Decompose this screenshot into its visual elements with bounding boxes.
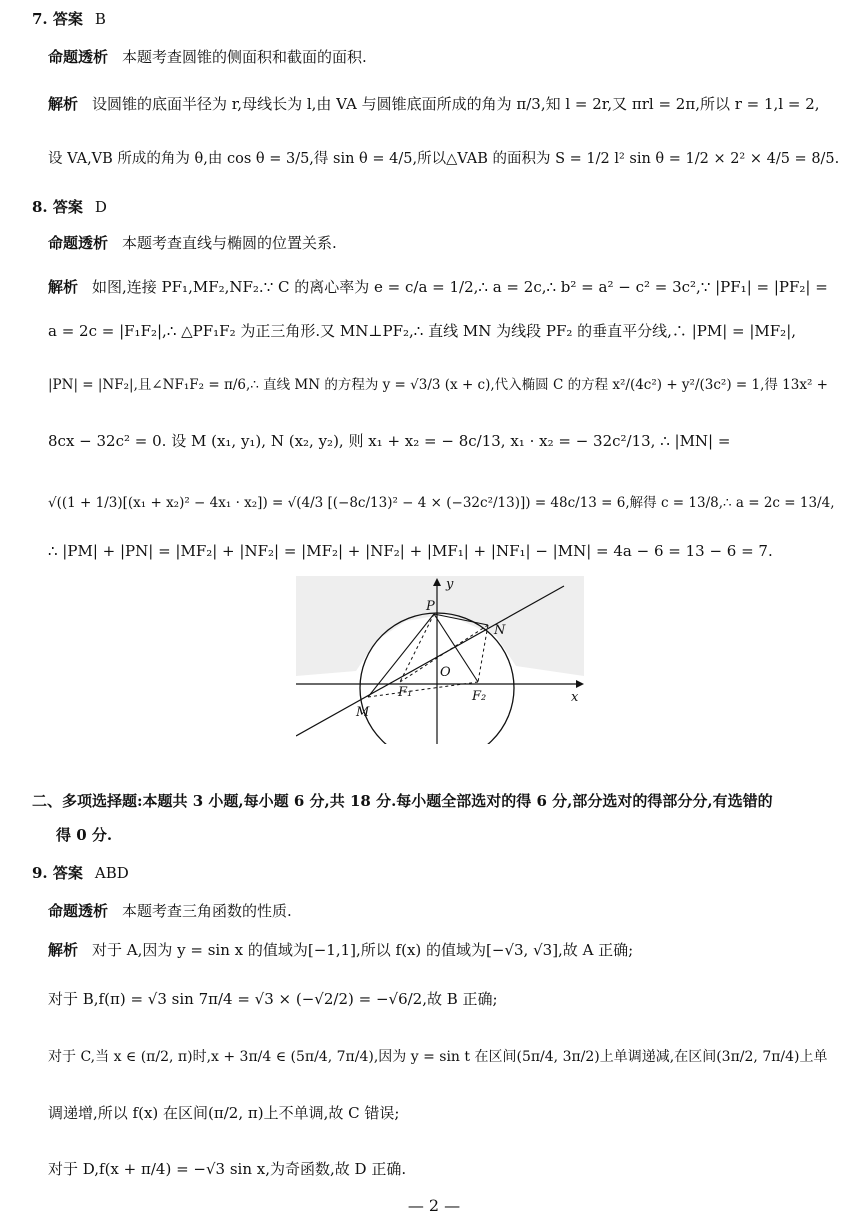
q9-solution-2: 对于 B,f(π) = √3 sin 7π/4 = √3 × (−√2/2) = −√6/2,故 B 正确;	[48, 990, 498, 1008]
label-y: y	[446, 577, 454, 592]
intent-text: 本题考查三角函数的性质.	[122, 902, 292, 920]
answer-value: D	[94, 198, 107, 216]
q7-intent	[48, 46, 840, 68]
q9-solution-3: 对于 C,当 x ∈ (π/2, π)时,x + 3π/4 ∈ (5π/4, 7π/4),因为 y = sin t 在区间(5π/4, 3π/2)上单调递减,在区间(3π/2, 7π/4)上单	[48, 1049, 828, 1065]
intent-label: 命题透析	[48, 234, 109, 252]
solution-label: 解析	[48, 278, 79, 296]
q7-solution-2: 设 VA,VB 所成的角为 θ,由 cos θ = 3/5,得 sin θ = 4/5,所以△VAB 的面积为 S = 1/2 l² sin θ = 1/2 × 2² × 4/5 = 8/5.	[48, 151, 840, 167]
section-2-heading-cont: 得 0 分.	[56, 826, 113, 844]
q8-solution-2: a = 2c = |F₁F₂|,∴ △PF₁F₂ 为正三角形.又 MN⊥PF₂,∴ 直线 MN 为线段 PF₂ 的垂直平分线,∴ |PM| = |MF₂|,	[48, 322, 797, 340]
q8-header	[32, 196, 840, 218]
answer-value: ABD	[94, 864, 129, 882]
label-f2: F₂	[472, 689, 487, 704]
label-x: x	[571, 690, 579, 705]
label-f1: F₁	[398, 685, 413, 700]
q8-solution-1	[48, 276, 840, 298]
answer-label: 8. 答案	[32, 198, 83, 216]
solution-label: 解析	[48, 941, 79, 959]
answer-label: 9. 答案	[32, 864, 83, 882]
label-o: O	[440, 665, 451, 680]
q9-header	[32, 862, 840, 884]
q7-solution-1	[48, 93, 840, 115]
q9-solution-1	[48, 939, 840, 961]
q8-solution-6: ∴ |PM| + |PN| = |MF₂| + |NF₂| = |MF₂| + |NF₂| + |MF₁| + |NF₁| − |MN| = 4a − 6 = 13 − 6 = 7.	[48, 542, 773, 560]
q9-solution-5: 对于 D,f(x + π/4) = −√3 sin x,为奇函数,故 D 正确.	[48, 1160, 407, 1178]
q9-intent	[48, 900, 840, 922]
section-2-heading: 二、多项选择题:本题共 3 小题,每小题 6 分,共 18 分.每小题全部选对的得 6 分,部分选对的得部分分,有选错的	[32, 792, 773, 810]
intent-label: 命题透析	[48, 48, 109, 66]
ellipse-figure	[296, 576, 584, 744]
q9-solution-4: 调递增,所以 f(x) 在区间(π/2, π)上不单调,故 C 错误;	[48, 1104, 400, 1122]
page-number: — 2 —	[407, 1196, 461, 1215]
q8-solution-5: √((1 + 1/3)[(x₁ + x₂)² − 4x₁ · x₂]) = √(4/3 [(−8c/13)² − 4 × (−32c²/13)]) = 48c/13 = 6,解得 c = 13/8,∴ a = 2c = 13/4,	[48, 495, 835, 511]
label-n: N	[494, 623, 506, 638]
answer-value: B	[94, 10, 106, 28]
solution-text: 如图,连接 PF₁,MF₂,NF₂.∵ C 的离心率为 e = c/a = 1/2,∴ a = 2c,∴ b² = a² − c² = 3c²,∵ |PF₁| = |PF₂| =	[92, 278, 828, 296]
q8-intent	[48, 232, 840, 254]
intent-text: 本题考查直线与椭圆的位置关系.	[122, 234, 337, 252]
intent-text: 本题考查圆锥的侧面积和截面的面积.	[122, 48, 367, 66]
q7-header	[32, 8, 840, 30]
answer-label: 7. 答案	[32, 10, 83, 28]
solution-label: 解析	[48, 95, 79, 113]
intent-label: 命题透析	[48, 902, 109, 920]
solution-text: 对于 A,因为 y = sin x 的值域为[−1,1],所以 f(x) 的值域为[−√3, √3],故 A 正确;	[92, 941, 634, 959]
label-p: P	[426, 599, 435, 614]
q8-solution-3: |PN| = |NF₂|,且∠NF₁F₂ = π/6,∴ 直线 MN 的方程为 y = √3/3 (x + c),代入椭圆 C 的方程 x²/(4c²) + y²/(3c²) = 1,得 13x² +	[48, 377, 828, 393]
label-m: M	[356, 705, 370, 720]
q8-solution-4: 8cx − 32c² = 0. 设 M (x₁, y₁), N (x₂, y₂), 则 x₁ + x₂ = − 8c/13, x₁ · x₂ = − 32c²/13, ∴ |MN| =	[48, 432, 731, 450]
solution-text: 设圆锥的底面半径为 r,母线长为 l,由 VA 与圆锥底面所成的角为 π/3,知 l = 2r,又 πrl = 2π,所以 r = 1,l = 2,	[92, 95, 820, 113]
